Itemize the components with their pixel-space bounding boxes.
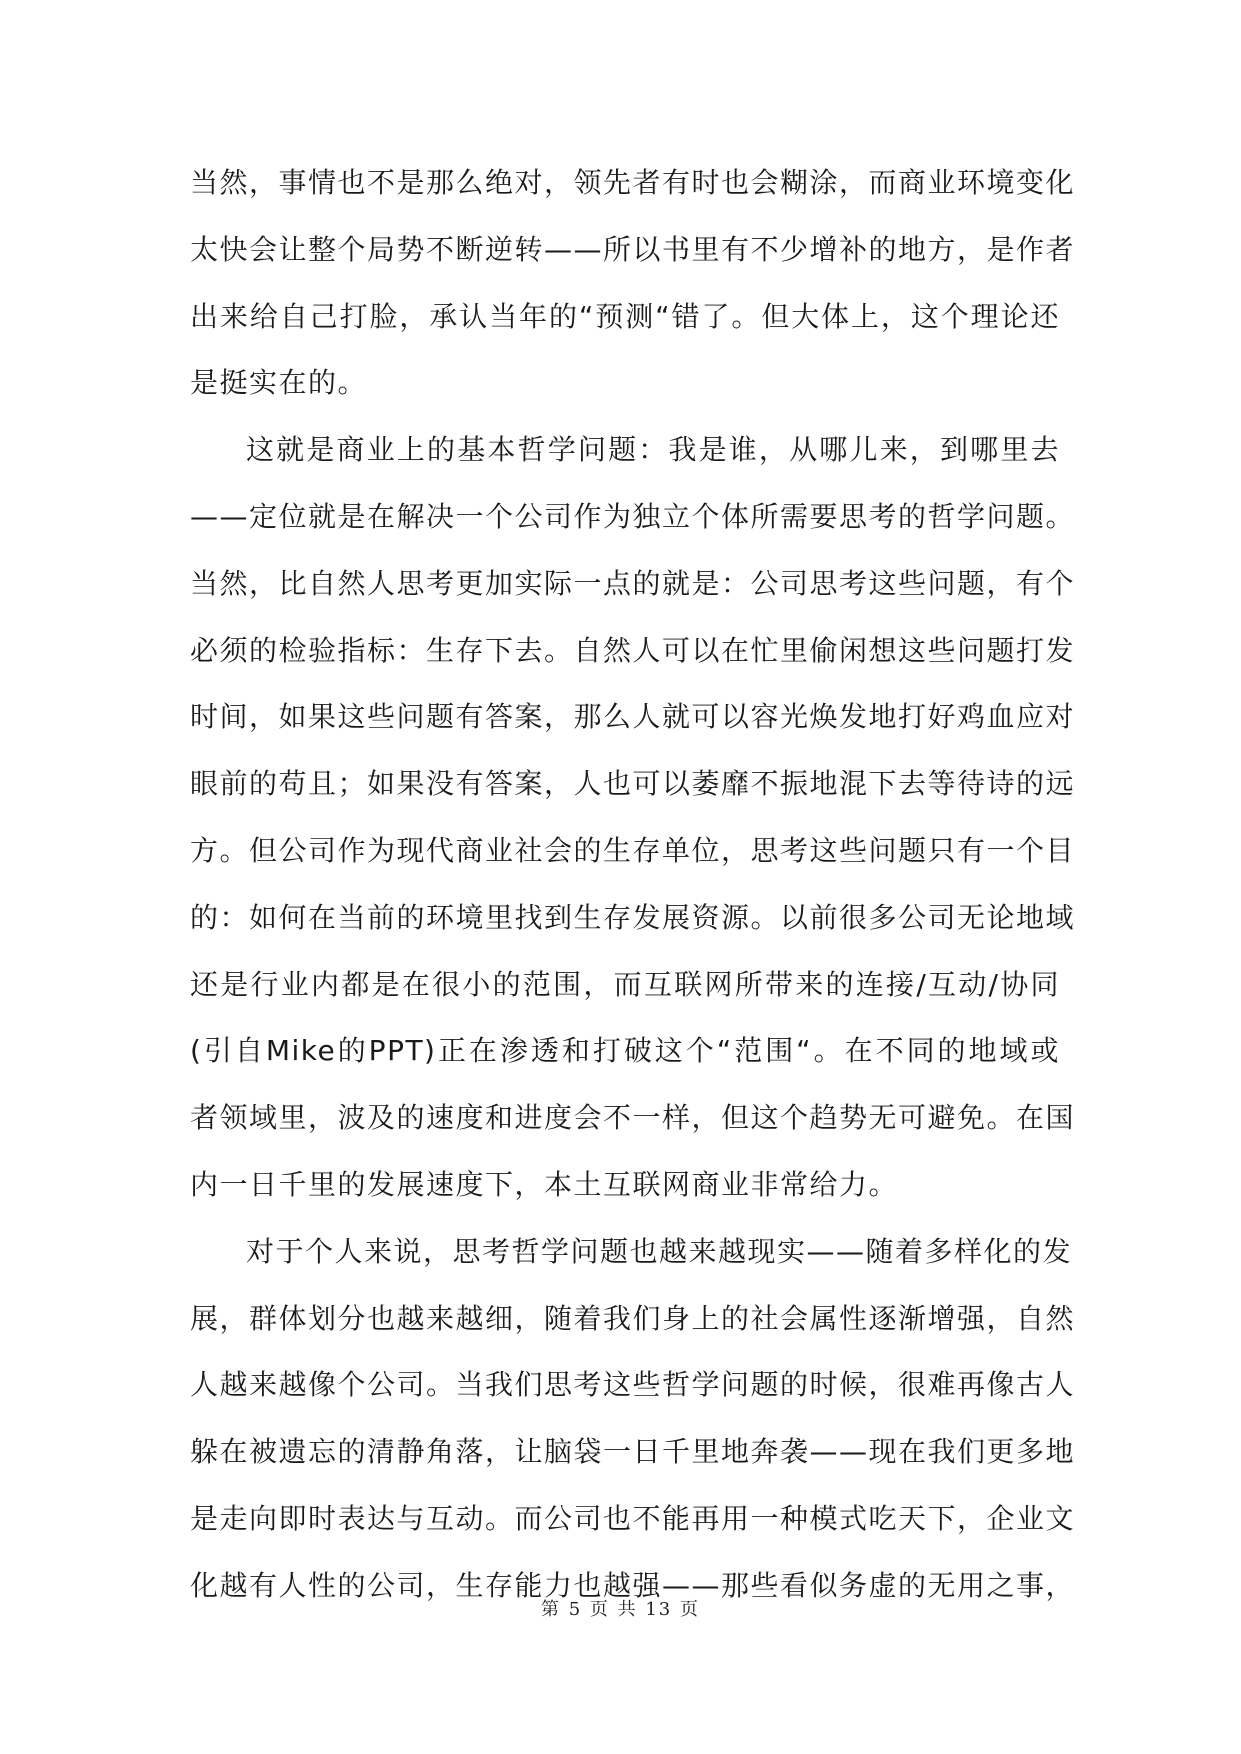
text-line: 躲在被遗忘的清静角落，让脑袋一日千里地奔袭——现在我们更多地 — [190, 1435, 1076, 1469]
text-line: 还是行业内都是在很小的范围，而互联网所带来的连接/互动/协同 — [190, 967, 1060, 1001]
text-line: ——定位就是在解决一个公司作为独立个体所需要思考的哲学问题。 — [190, 499, 1076, 533]
text-line: 内一日千里的发展速度下，本土互联网商业非常给力。 — [190, 1167, 899, 1201]
text-line: 者领域里，波及的速度和进度会不一样，但这个趋势无可避免。在国 — [190, 1101, 1076, 1135]
text-line: 方。但公司作为现代商业社会的生存单位，思考这些问题只有一个目 — [190, 833, 1076, 867]
text-line: 这就是商业上的基本哲学问题：我是谁，从哪儿来，到哪里去 — [246, 433, 1060, 467]
text-line: 是挺实在的。 — [190, 366, 368, 400]
text-line: 展，群体划分也越来越细，随着我们身上的社会属性逐渐增强，自然 — [190, 1301, 1076, 1335]
text-line: 出来给自己打脸，承认当年的“预测“错了。但大体上，这个理论还 — [190, 299, 1060, 333]
text-line: 当然，事情也不是那么绝对，领先者有时也会糊涂，而商业环境变化 — [190, 166, 1076, 199]
text-line: 时间，如果这些问题有答案，那么人就可以容光焕发地打好鸡血应对 — [190, 700, 1076, 734]
text-line: 人越来越像个公司。当我们思考这些哲学问题的时候，很难再像古人 — [190, 1368, 1076, 1402]
page-number-footer: 第 5 页 共 13 页 — [541, 1599, 700, 1620]
text-line: 当然，比自然人思考更加实际一点的就是：公司思考这些问题，有个 — [190, 566, 1076, 600]
text-line: 是走向即时表达与互动。而公司也不能再用一种模式吃天下，企业文 — [190, 1501, 1076, 1535]
text-line: (引自Mike的PPT)正在渗透和打破这个“范围“。在不同的地域或 — [190, 1034, 1060, 1068]
text-line: 化越有人性的公司，生存能力也越强——那些看似务虚的无用之事， — [190, 1568, 1076, 1602]
text-line: 必须的检验指标：生存下去。自然人可以在忙里偷闲想这些问题打发 — [190, 633, 1076, 667]
text-line: 对于个人来说，思考哲学问题也越来越现实——随着多样化的发 — [246, 1234, 1073, 1268]
text-line: 太快会让整个局势不断逆转——所以书里有不少增补的地方，是作者 — [190, 232, 1076, 266]
text-line: 眼前的苟且；如果没有答案，人也可以萎靡不振地混下去等待诗的远 — [190, 767, 1076, 801]
body-text — [190, 150, 1076, 1620]
text-line: 的：如何在当前的环境里找到生存发展资源。以前很多公司无论地域 — [190, 900, 1076, 934]
